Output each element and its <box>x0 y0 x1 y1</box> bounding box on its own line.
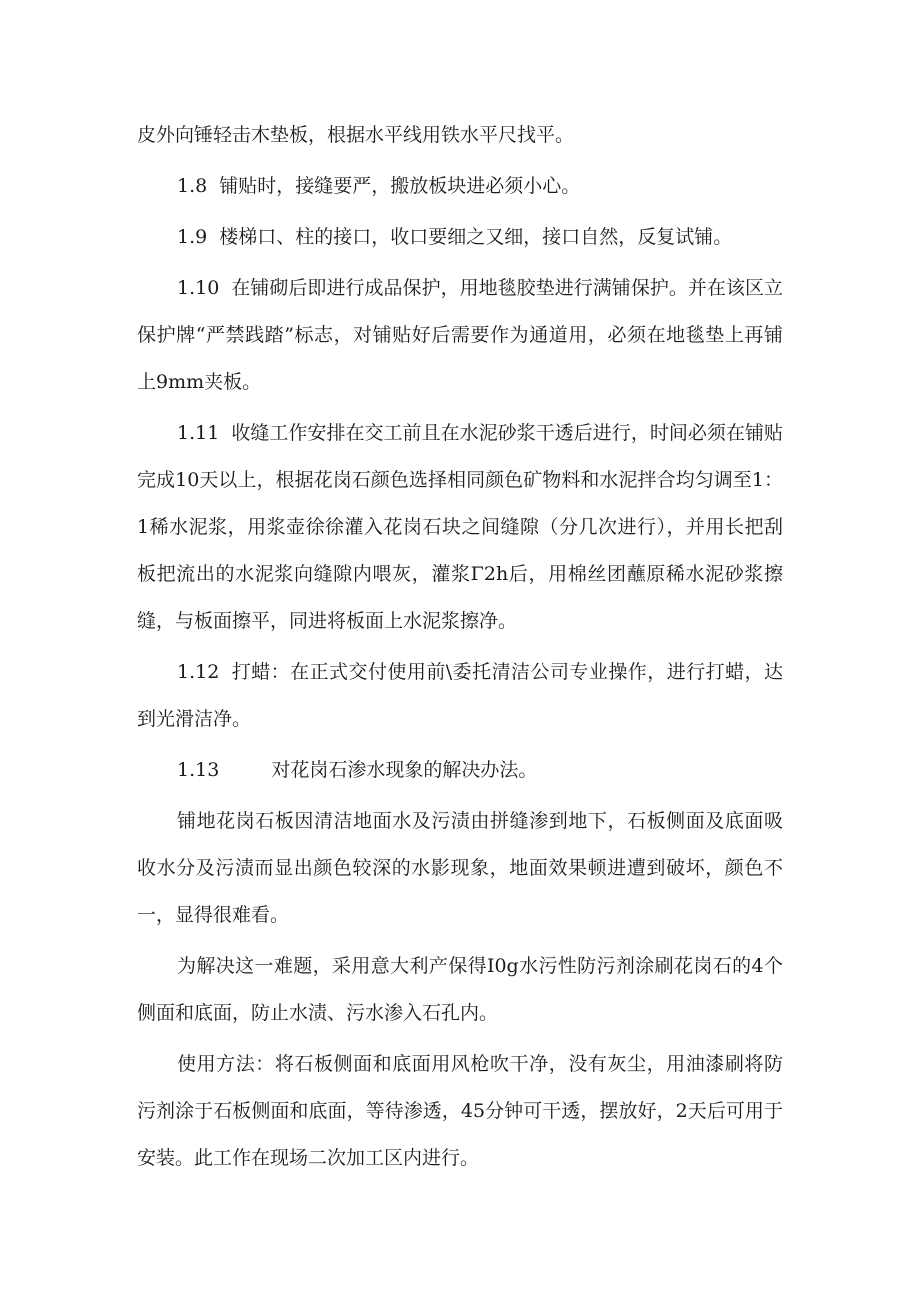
paragraph-1-8 <box>137 163 783 210</box>
section-number: 1.12 <box>177 661 220 683</box>
paragraph-text: 为解决这一难题，采用意大利产保得I0g水污性防污剂涂刷花岗石的4个侧面和底面，防止水渍、污水渗入石孔内。 <box>137 955 783 1024</box>
paragraph-1-12 <box>137 649 783 743</box>
paragraph-text: 在铺砌后即进行成品保护，用地毯胶垫进行满铺保护。并在该区立保护牌“严禁践踏”标志，对铺贴好后需要作为通道用，必须在地毯垫上再铺上9mm夹板。 <box>137 277 783 393</box>
paragraph-solution <box>137 943 783 1037</box>
paragraph-text: 皮外向锤轻击木垫板，根据水平线用铁水平尺找平。 <box>137 124 575 146</box>
document-body <box>137 112 783 1182</box>
paragraph-seepage <box>137 798 783 939</box>
paragraph-text: 铺贴时，接缝要严，搬放板块进必须小心。 <box>219 175 581 197</box>
paragraph-text: 铺地花岗石板因清洁地面水及污渍由拼缝渗到地下，石板侧面及底面吸收水分及污渍而显出颜色较深的水影现象，地面效果顿进遭到破坏，颜色不一，显得很难看。 <box>137 810 783 926</box>
paragraph-1-13 <box>137 747 783 794</box>
paragraph-text: 使用方法：将石板侧面和底面用风枪吹干净，没有灰尘，用油漆刷将防污剂涂于石板侧面和底面，等待渗透，45分钟可干透，摆放好，2天后可用于安装。此工作在现场二次加工区内进行。 <box>137 1053 783 1169</box>
paragraph-text: 对花岗石渗水现象的解决办法。 <box>271 759 538 781</box>
section-number: 1.13 <box>177 759 220 781</box>
paragraph-text: 打蜡：在正式交付使用前\委托清洁公司专业操作，进行打蜡，达到光滑洁净。 <box>137 661 783 730</box>
paragraph-usage-method <box>137 1041 783 1182</box>
paragraph-1-10 <box>137 265 783 406</box>
section-number: 1.11 <box>177 422 220 444</box>
paragraph-continuation <box>137 112 783 159</box>
paragraph-text: 楼梯口、柱的接口，收口要细之又细，接口自然，反复试铺。 <box>219 226 733 248</box>
section-number: 1.9 <box>177 226 208 248</box>
paragraph-1-9 <box>137 214 783 261</box>
paragraph-1-11 <box>137 410 783 645</box>
section-number: 1.8 <box>177 175 208 197</box>
paragraph-text: 收缝工作安排在交工前且在水泥砂浆干透后进行，时间必须在铺贴完成10天以上，根据花岗石颜色选择相同颜色矿物料和水泥拌合均匀调至1：1稀水泥浆，用浆壶徐徐灌入花岗石块之间缝隙（分几次进行），并用长把刮板把流出的水泥浆向缝隙内喂灰，灌浆Γ2h后，用棉丝团蘸原稀水泥砂浆擦缝，与板面擦平，同进将板面上水泥浆擦净。 <box>137 422 783 632</box>
section-number: 1.10 <box>177 277 220 299</box>
